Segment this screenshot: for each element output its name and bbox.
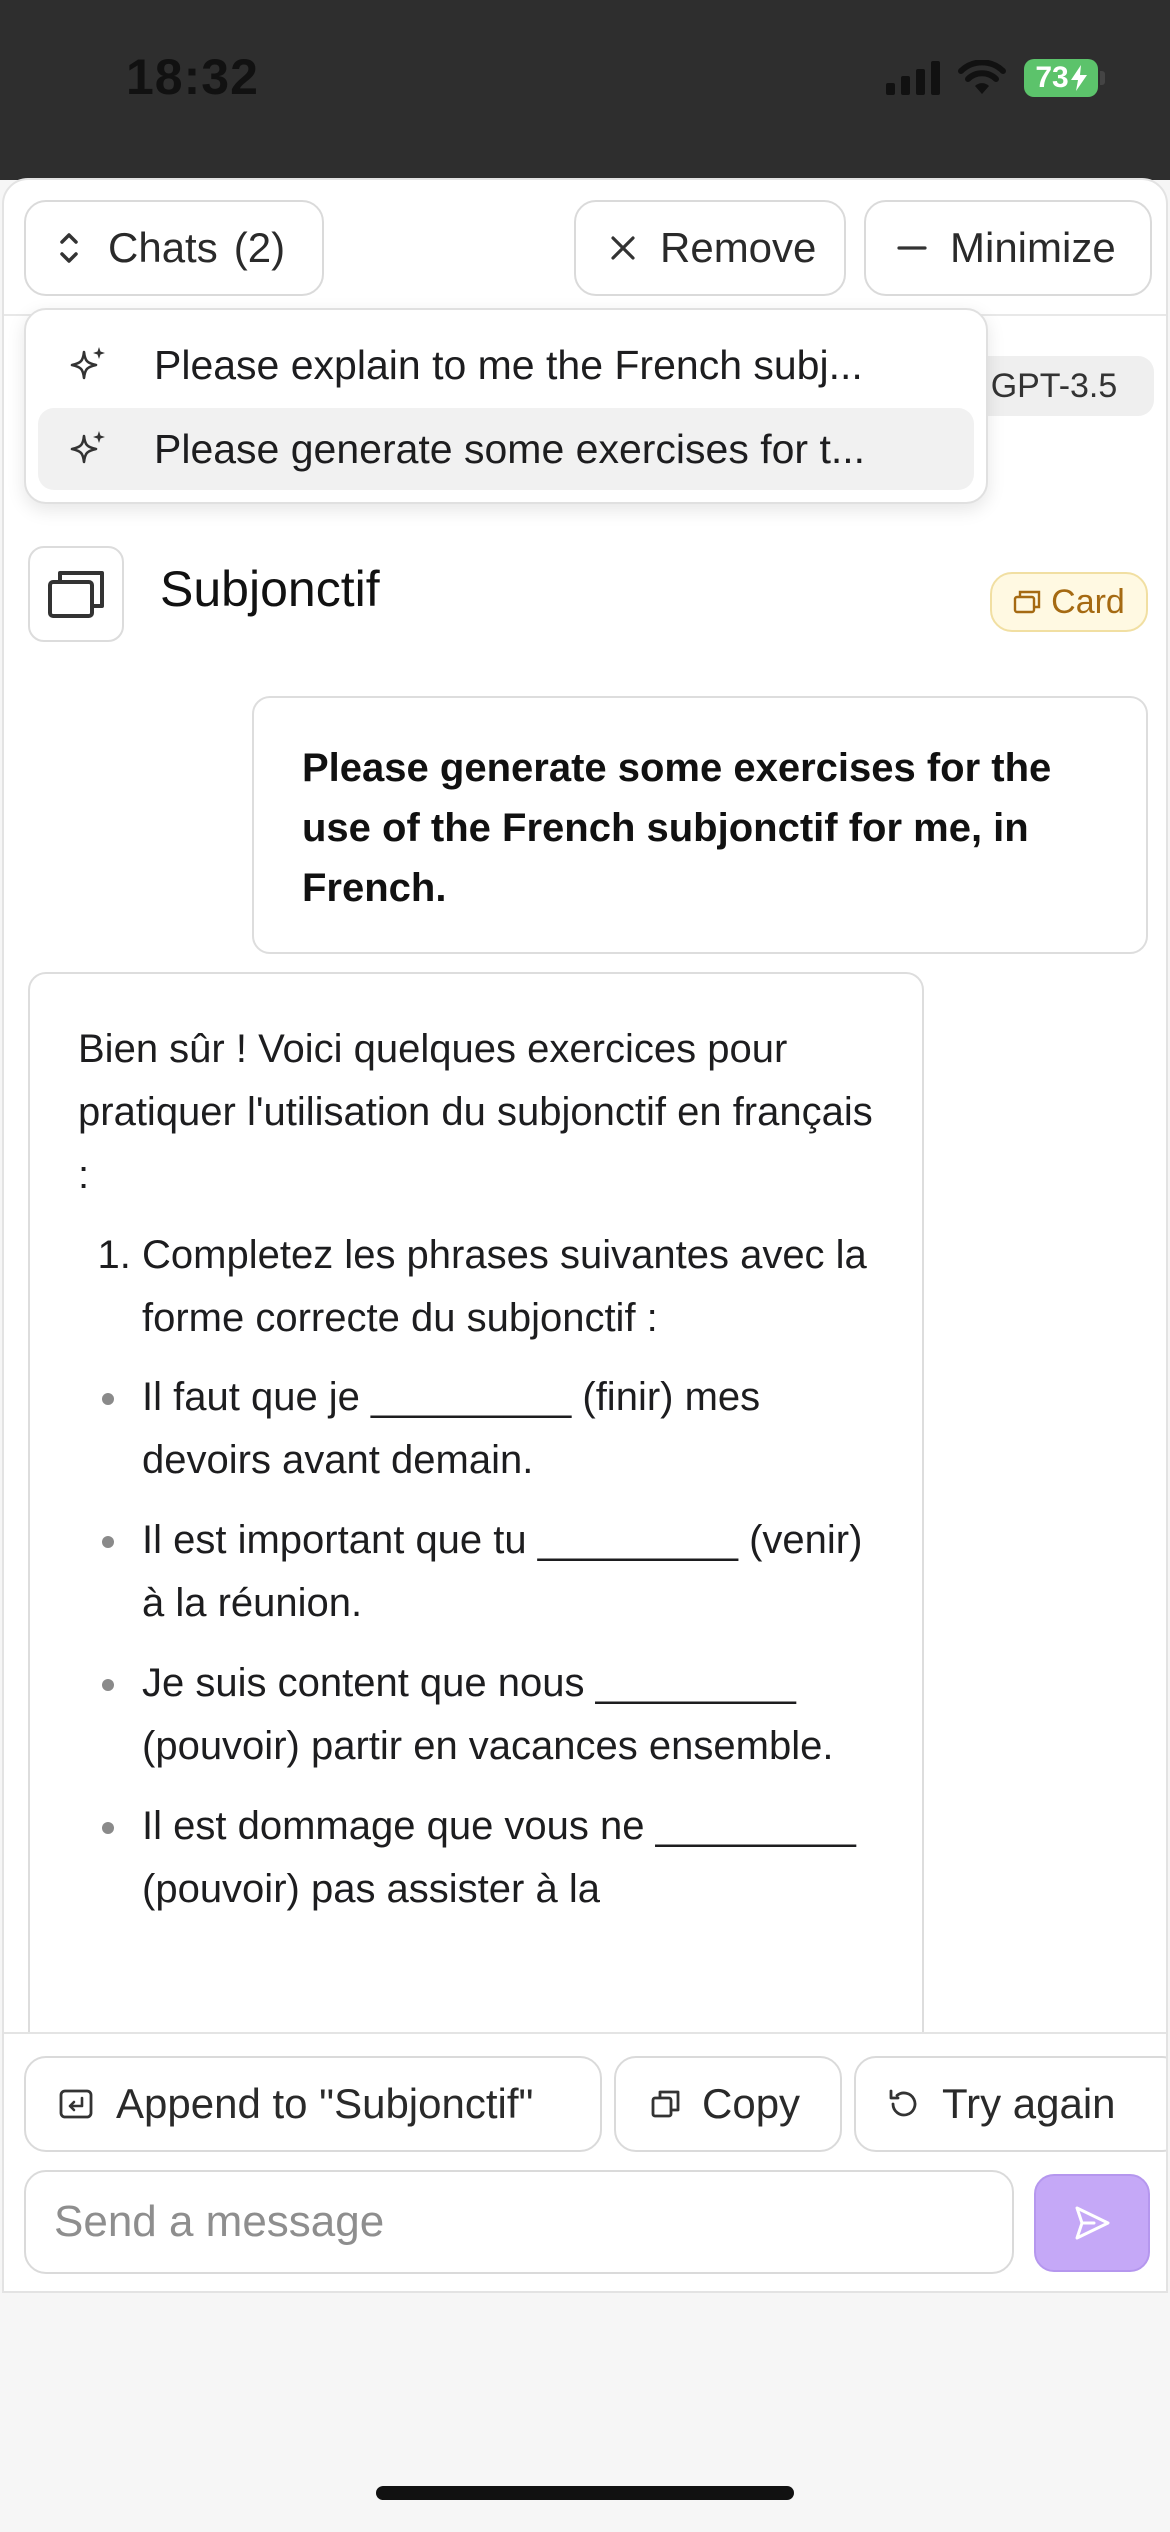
card-title: Subjonctif [160,561,380,617]
sparkles-icon [68,428,110,470]
card-badge-label: Card [1051,582,1125,621]
user-message [252,696,1148,954]
chat-panel [2,178,1168,2293]
sparkles-icon [68,344,110,386]
chats-label: Chats [108,224,218,271]
card-icon-box [28,546,124,642]
home-indicator [376,2486,794,2500]
copy-icon [650,2088,682,2120]
chats-count: (2) [233,224,286,271]
dropdown-item-active[interactable] [38,408,974,490]
battery-level: 73 [1035,61,1069,94]
copy-button[interactable] [614,2056,842,2152]
status-icons [886,58,1098,98]
chats-selector-button[interactable] [24,200,324,296]
try-again-label: Try again [942,2080,1116,2127]
card-stack-icon [46,568,106,620]
close-icon [608,233,638,263]
append-button[interactable] [24,2056,602,2152]
battery-icon [1024,59,1098,97]
assistant-intro: Bien sûr ! Voici quelques exercices pour pratiquer l'utilisation du subjonctif en français : [78,1027,873,1197]
numbered-item: 1. Completez les phrases suivantes avec la forme correcte du subjonctif : [142,1224,882,1350]
dropdown-item[interactable] [38,324,974,406]
copy-label: Copy [702,2080,801,2127]
minimize-label: Minimize [950,224,1116,271]
bullet-item: Il faut que je _________ (finir) mes devoirs avant demain. [142,1366,882,1492]
remove-label: Remove [660,224,817,271]
card-icon [1013,590,1041,614]
chats-dropdown [24,308,988,504]
retry-icon [886,2086,922,2122]
chevron-up-down-icon [54,226,84,270]
cellular-signal-icon [886,61,940,95]
wifi-icon [958,60,1006,96]
charging-bolt-icon [1071,65,1087,91]
dropdown-item-label: Please generate some exercises for t... [154,425,866,472]
user-message-text: Please generate some exercises for the use of the French subjonctif for me, in French. [302,746,1052,910]
minus-icon [896,233,928,263]
status-bar [0,0,1170,180]
card-badge[interactable] [990,572,1148,632]
try-again-button[interactable] [854,2056,1168,2152]
append-label: Append to "Subjonctif" [116,2080,534,2127]
bullet-item: Il est important que tu _________ (venir) à la réunion. [142,1509,882,1635]
message-input[interactable] [26,2172,1012,2272]
append-enter-icon [58,2087,94,2121]
minimize-button[interactable] [864,200,1152,296]
bullet-item: Je suis content que nous _________ (pouvoir) partir en vacances ensemble. [142,1652,882,1778]
bullet-item: Il est dommage que vous ne _________ (pouvoir) pas assister à la [142,1795,882,1921]
send-icon [1072,2203,1112,2243]
remove-button[interactable] [574,200,846,296]
send-button[interactable] [1034,2174,1150,2272]
numbered-list [78,1224,882,1350]
bullet-list [78,1366,882,1921]
model-badge: GPT-3.5 [954,356,1154,416]
actions-divider [4,2032,1166,2034]
status-time: 18:32 [126,49,259,105]
dropdown-item-label: Please explain to me the French subj... [154,341,863,388]
message-input-box[interactable] [24,2170,1014,2274]
